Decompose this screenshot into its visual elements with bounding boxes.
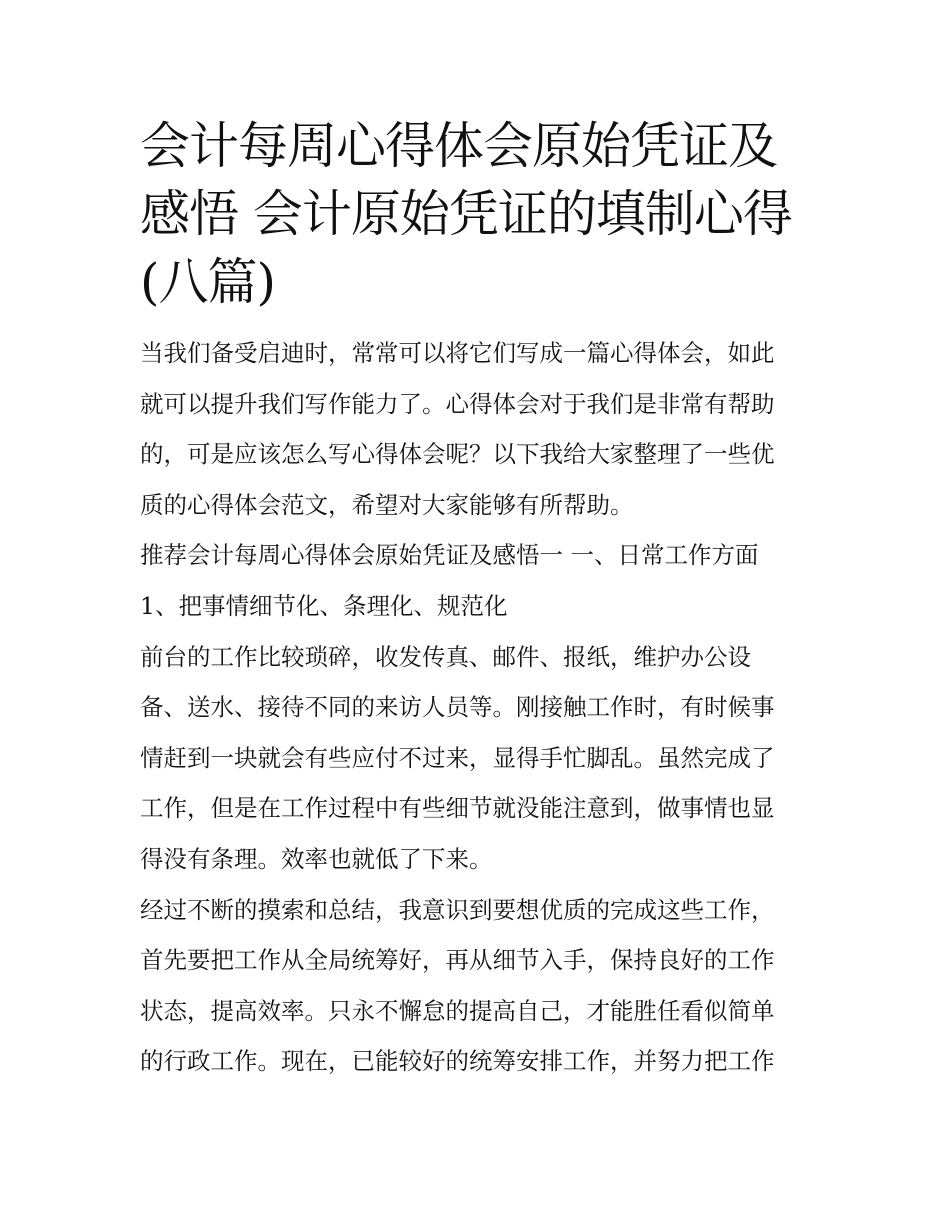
title-line: 会计每周心得体会原始凭证及 <box>140 117 777 175</box>
document-title <box>140 112 820 316</box>
body-line: 备、送水、接待不同的来访人员等。刚接触工作时，有时候事 <box>140 693 775 722</box>
body-line: 的行政工作。现在，已能较好的统筹安排工作，并努力把工作 <box>140 1047 775 1076</box>
body-line: 首先要把工作从全局统筹好，再从细节入手，保持良好的工作 <box>140 946 775 975</box>
body-line: 经过不断的摸索和总结，我意识到要想优质的完成这些工作， <box>140 895 775 924</box>
body-line: 工作，但是在工作过程中有些细节就没能注意到，做事情也显 <box>140 794 775 823</box>
document-page <box>140 112 820 1087</box>
subsection-heading: 1、把事情细节化、条理化、规范化 <box>140 591 508 620</box>
body-line: 质的心得体会范文，希望对大家能够有所帮助。 <box>140 490 634 519</box>
body-line: 情赶到一块就会有些应付不过来，显得手忙脚乱。虽然完成了 <box>140 743 775 772</box>
body-line: 当我们备受启迪时，常常可以将它们写成一篇心得体会，如此 <box>140 339 775 367</box>
document-body <box>140 328 820 1087</box>
body-line: 前台的工作比较琐碎，收发传真、邮件、报纸，维护办公设 <box>140 642 751 671</box>
body-line: 就可以提升我们写作能力了。心得体会对于我们是非常有帮助 <box>140 389 775 418</box>
body-line: 的，可是应该怎么写心得体会呢？以下我给大家整理了一些优 <box>140 440 775 469</box>
body-line: 状态，提高效率。只永不懈怠的提高自己，才能胜任看似简单 <box>140 996 775 1025</box>
body-line: 得没有条理。效率也就低了下来。 <box>140 844 493 873</box>
section-heading: 推荐会计每周心得体会原始凭证及感悟一 一、日常工作方面 <box>140 541 759 570</box>
title-line: (八篇) <box>140 253 276 311</box>
title-line: 感悟 会计原始凭证的填制心得 <box>140 185 792 243</box>
